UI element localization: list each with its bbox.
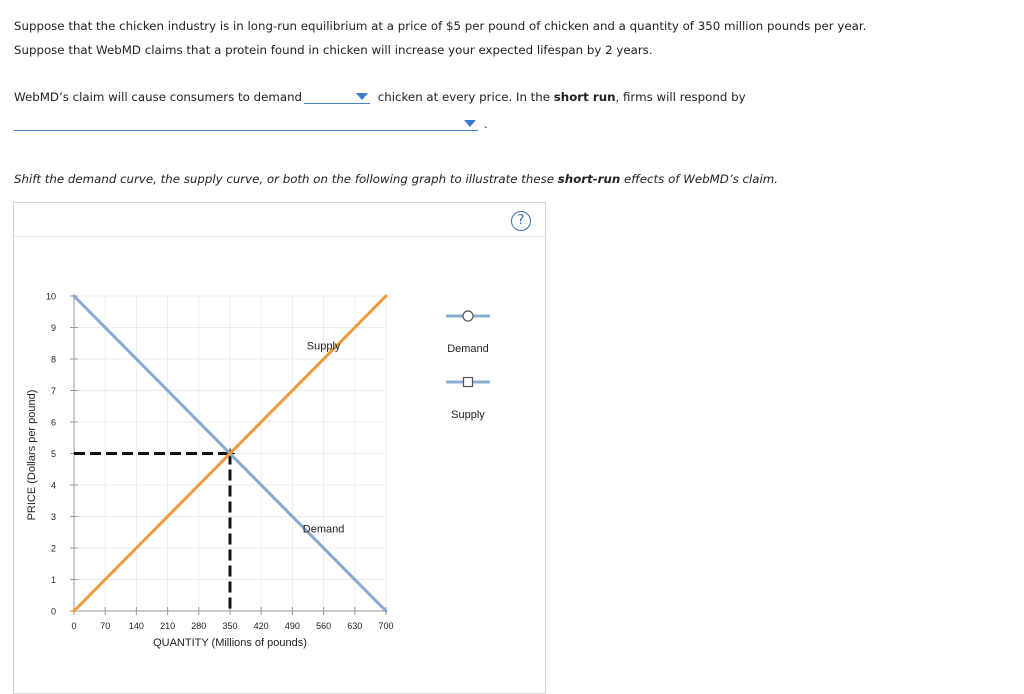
help-icon[interactable]: ? (511, 211, 531, 231)
y-tick-label: 3 (50, 512, 56, 522)
question-line-2: Suppose that WebMD claims that a protein found in chicken will increase your expected lifespan by 2 years. (14, 43, 653, 57)
y-tick-label: 10 (45, 291, 56, 302)
instruction-pre: Shift the demand curve, the supply curve, or both on the following graph to illustrate these (14, 172, 555, 186)
demand-tool[interactable] (446, 311, 490, 355)
x-tick-label: 210 (160, 621, 176, 631)
y-tick-label: 4 (50, 480, 56, 491)
demand-prompt-mid: chicken at every price. In the (377, 90, 551, 104)
question-line-1: Suppose that the chicken industry is in long-run equilibrium at a price of $5 per pound of chicken and a quantity of 350 million pounds per year. (14, 19, 867, 33)
x-tick-label: 560 (316, 621, 332, 631)
square-marker-icon (464, 378, 473, 387)
firms-respond-text: , firms will respond by (615, 90, 746, 104)
y-tick-label: 8 (50, 354, 56, 365)
y-tick-label: 6 (50, 417, 56, 428)
y-tick-label: 1 (50, 575, 56, 585)
circle-marker-icon (463, 311, 473, 321)
y-axis-label: PRICE (Dollars per pound) (26, 389, 38, 521)
x-tick-label: 280 (191, 621, 207, 631)
supply-curve-label: Supply (306, 340, 341, 353)
x-tick-label: 350 (222, 621, 238, 631)
x-axis-label: QUANTITY (Millions of pounds) (153, 637, 307, 649)
y-tick-label: 0 (50, 606, 56, 617)
x-tick-label: 630 (347, 621, 363, 631)
tool-palette (446, 311, 490, 421)
y-tick-label: 9 (50, 323, 56, 333)
supply-tool[interactable] (446, 378, 490, 422)
supply-tool-label: Supply (451, 409, 485, 421)
demand-curve-label: Demand (302, 523, 345, 536)
instruction-post: effects of WebMD’s claim. (624, 172, 779, 186)
x-tick-label: 490 (284, 621, 300, 631)
x-tick-label: 420 (253, 621, 269, 631)
instruction-bold: short-run (557, 172, 621, 186)
short-run-bold: short run (553, 90, 616, 104)
y-tick-label: 5 (50, 449, 56, 459)
y-tick-label: 2 (50, 543, 56, 554)
x-tick-label: 70 (100, 621, 111, 631)
x-tick-label: 140 (128, 621, 144, 631)
y-tick-label: 7 (50, 386, 56, 396)
demand-tool-label: Demand (447, 343, 489, 355)
x-tick-label: 700 (378, 621, 394, 631)
x-tick-label: 0 (71, 621, 77, 631)
demand-prompt-text: WebMD’s claim will cause consumers to demand (14, 90, 303, 104)
period-text: . (484, 117, 488, 131)
